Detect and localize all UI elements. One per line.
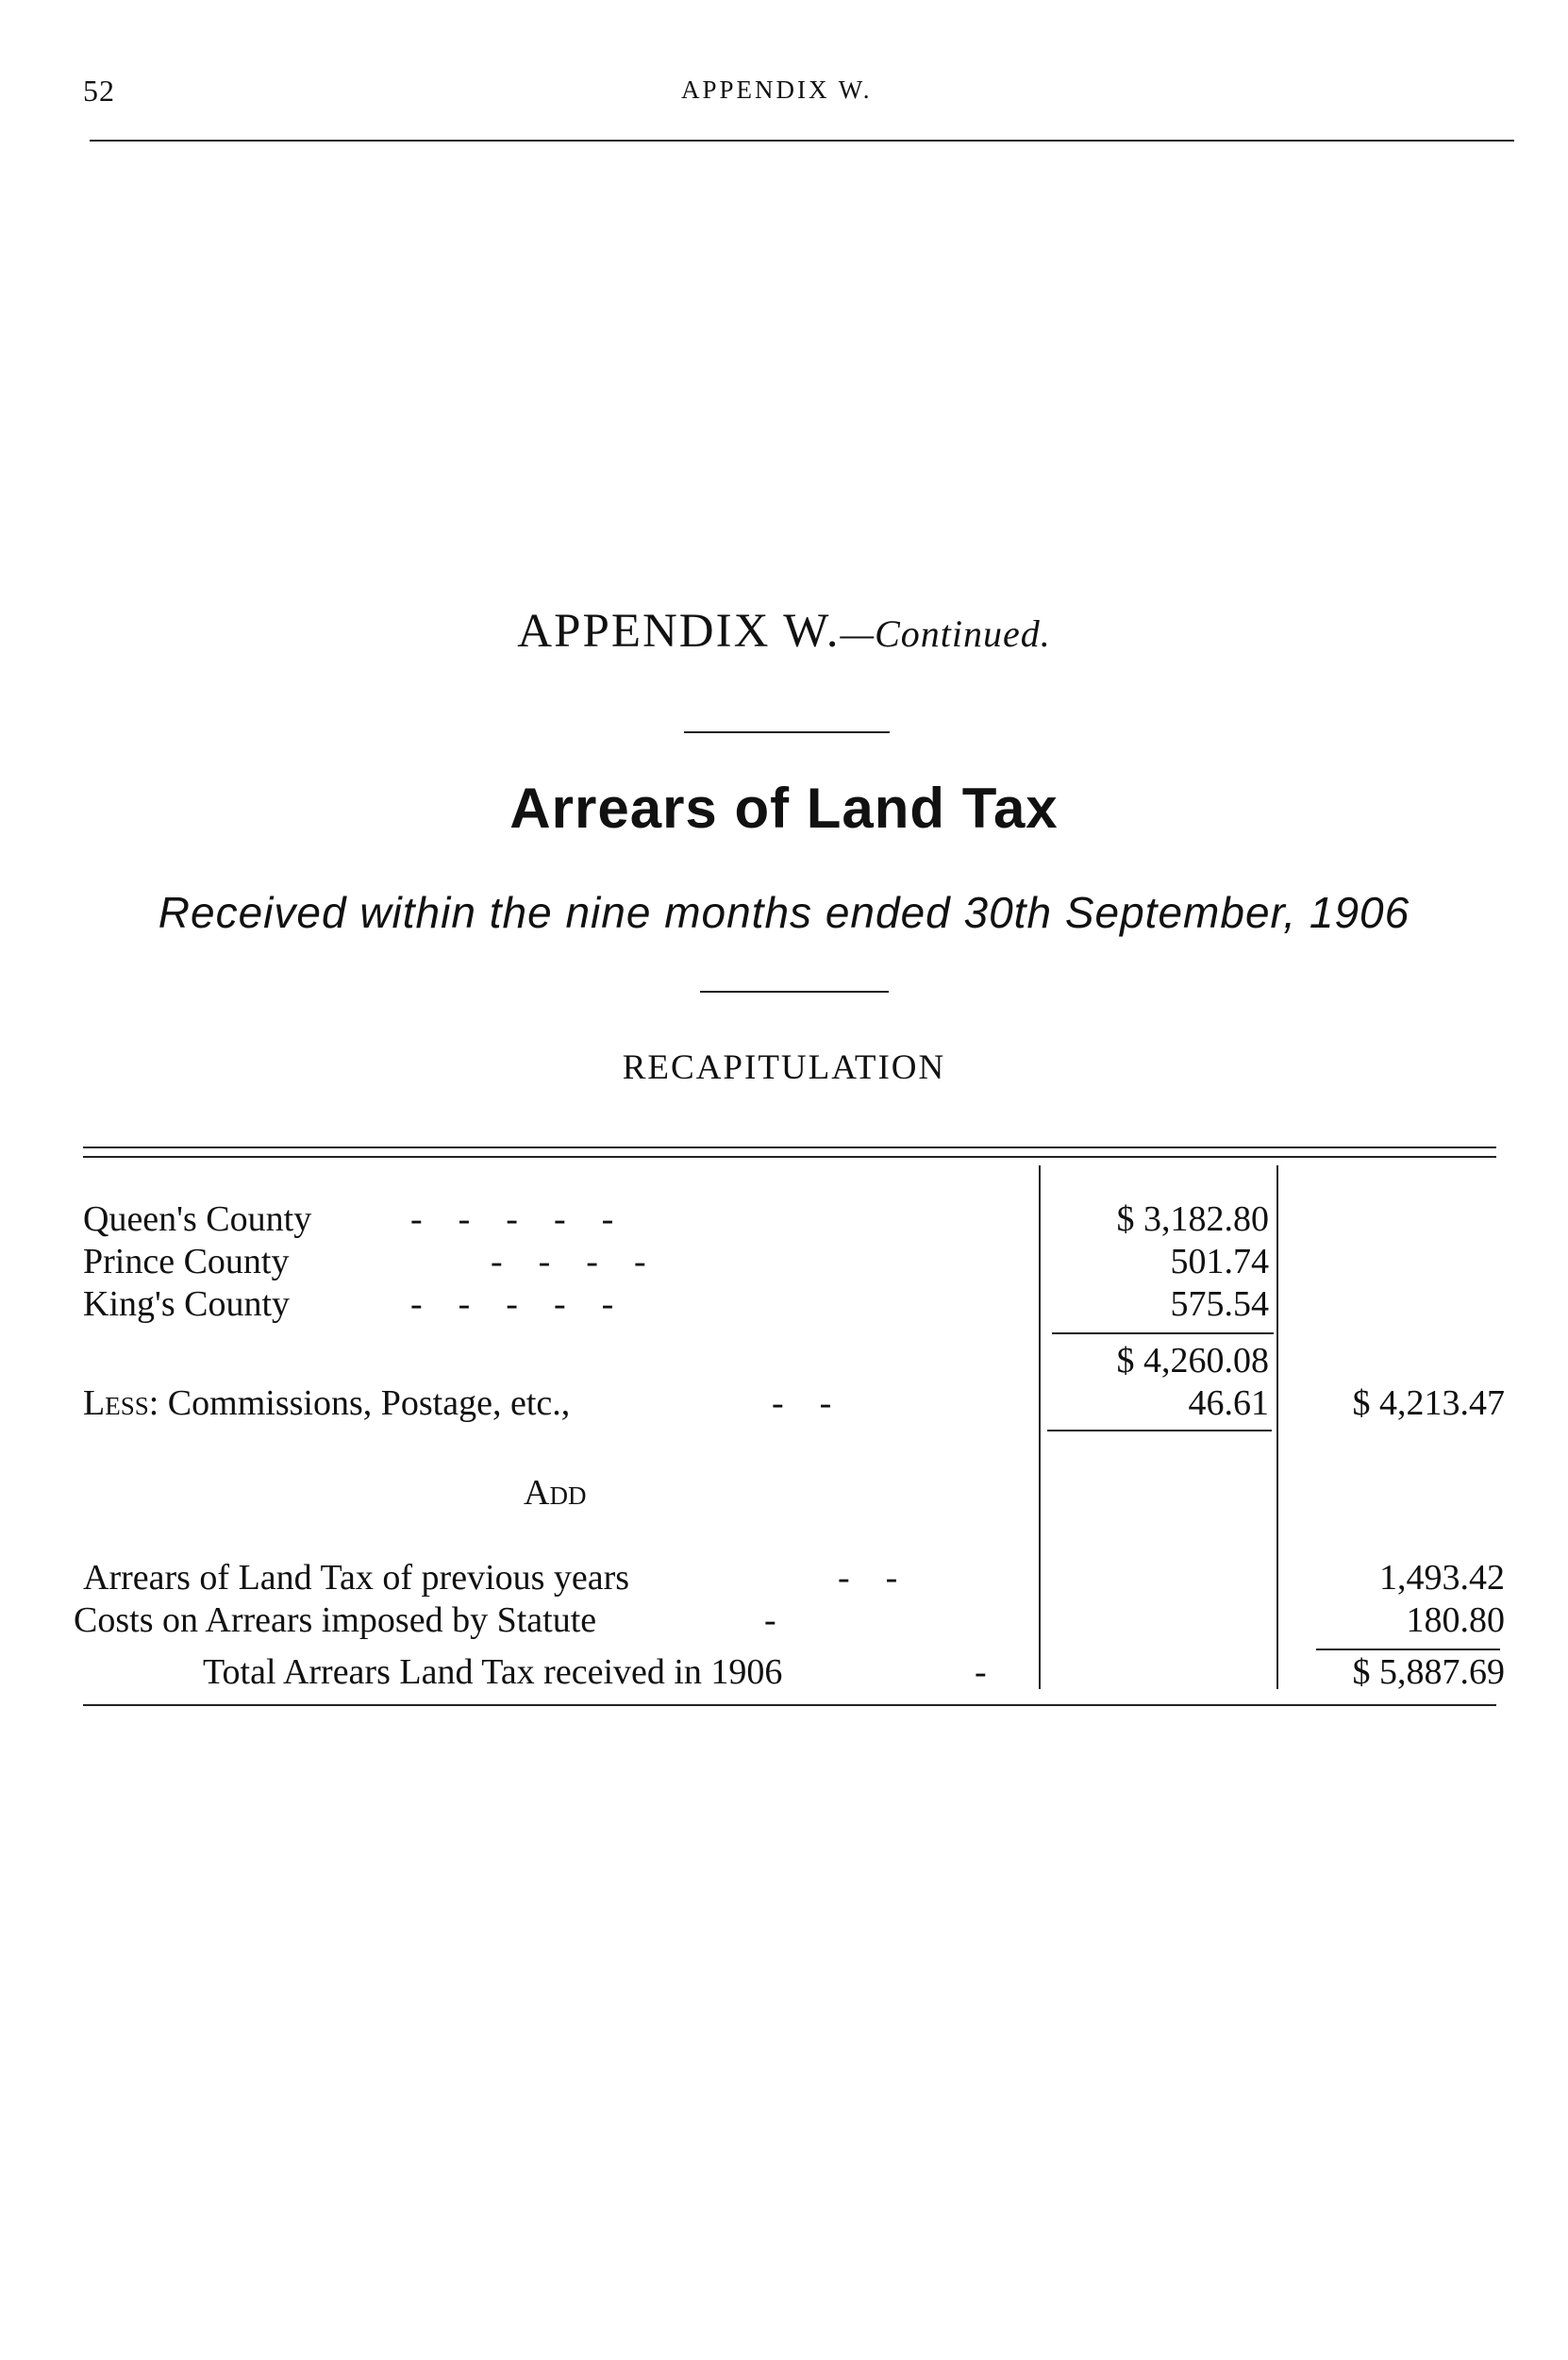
net-amount: $ 4,213.47 [1352,1383,1505,1423]
county-amount: $ 3,182.80 [1116,1199,1269,1239]
header-rule [90,140,1514,142]
less-amount: 46.61 [1188,1383,1269,1423]
section-heading: RECAPITULATION [622,1048,946,1087]
county-label: King's County [83,1284,291,1324]
less-label-rest: : Commissions, Postage, etc., [148,1383,571,1423]
table-bottom-rule [83,1704,1496,1706]
subtotal-rule [1052,1332,1274,1334]
table-top-rule-2 [83,1156,1496,1158]
page-subtitle: Received within the nine months ended 30th September, 1906 [158,888,1410,937]
leader-dashes: - - [838,1558,898,1598]
running-title: APPENDIX W. [681,75,873,104]
leader-dashes: - [764,1600,776,1640]
addition-amount: 180.80 [1406,1600,1505,1640]
total-rule [1316,1649,1500,1650]
appendix-title-continued: —Continued. [840,612,1051,655]
add-heading: Add [524,1473,587,1513]
leader-dashes: - - - - - [410,1199,614,1239]
appendix-title-main: APPENDIX W. [517,605,841,658]
leader-dashes: - - - - [491,1242,646,1281]
table-top-rule-1 [83,1147,1496,1148]
divider-rule-1 [684,731,890,733]
leader-dashes: - [975,1652,987,1692]
total-label: Total Arrears Land Tax received in 1906 [203,1652,783,1692]
county-label: Queen's County [83,1199,312,1239]
page-title: Arrears of Land Tax [509,777,1059,840]
leader-dashes: - - [772,1383,832,1423]
leader-dashes: - - - - - [410,1284,614,1324]
addition-amount: 1,493.42 [1379,1558,1505,1598]
divider-rule-2 [700,991,889,993]
less-rule [1047,1430,1272,1431]
county-amount: 501.74 [1170,1242,1269,1281]
county-label: Prince County [83,1242,290,1281]
page-number: 52 [83,74,115,108]
subtotal-amount: $ 4,260.08 [1116,1341,1269,1381]
appendix-title [0,604,1568,659]
addition-label: Costs on Arrears imposed by Statute [74,1600,597,1640]
addition-label: Arrears of Land Tax of previous years [83,1558,630,1598]
less-label-prefix: Less [83,1383,149,1423]
less-label [83,1382,570,1424]
total-amount: $ 5,887.69 [1352,1652,1505,1692]
county-amount: 575.54 [1170,1284,1269,1324]
